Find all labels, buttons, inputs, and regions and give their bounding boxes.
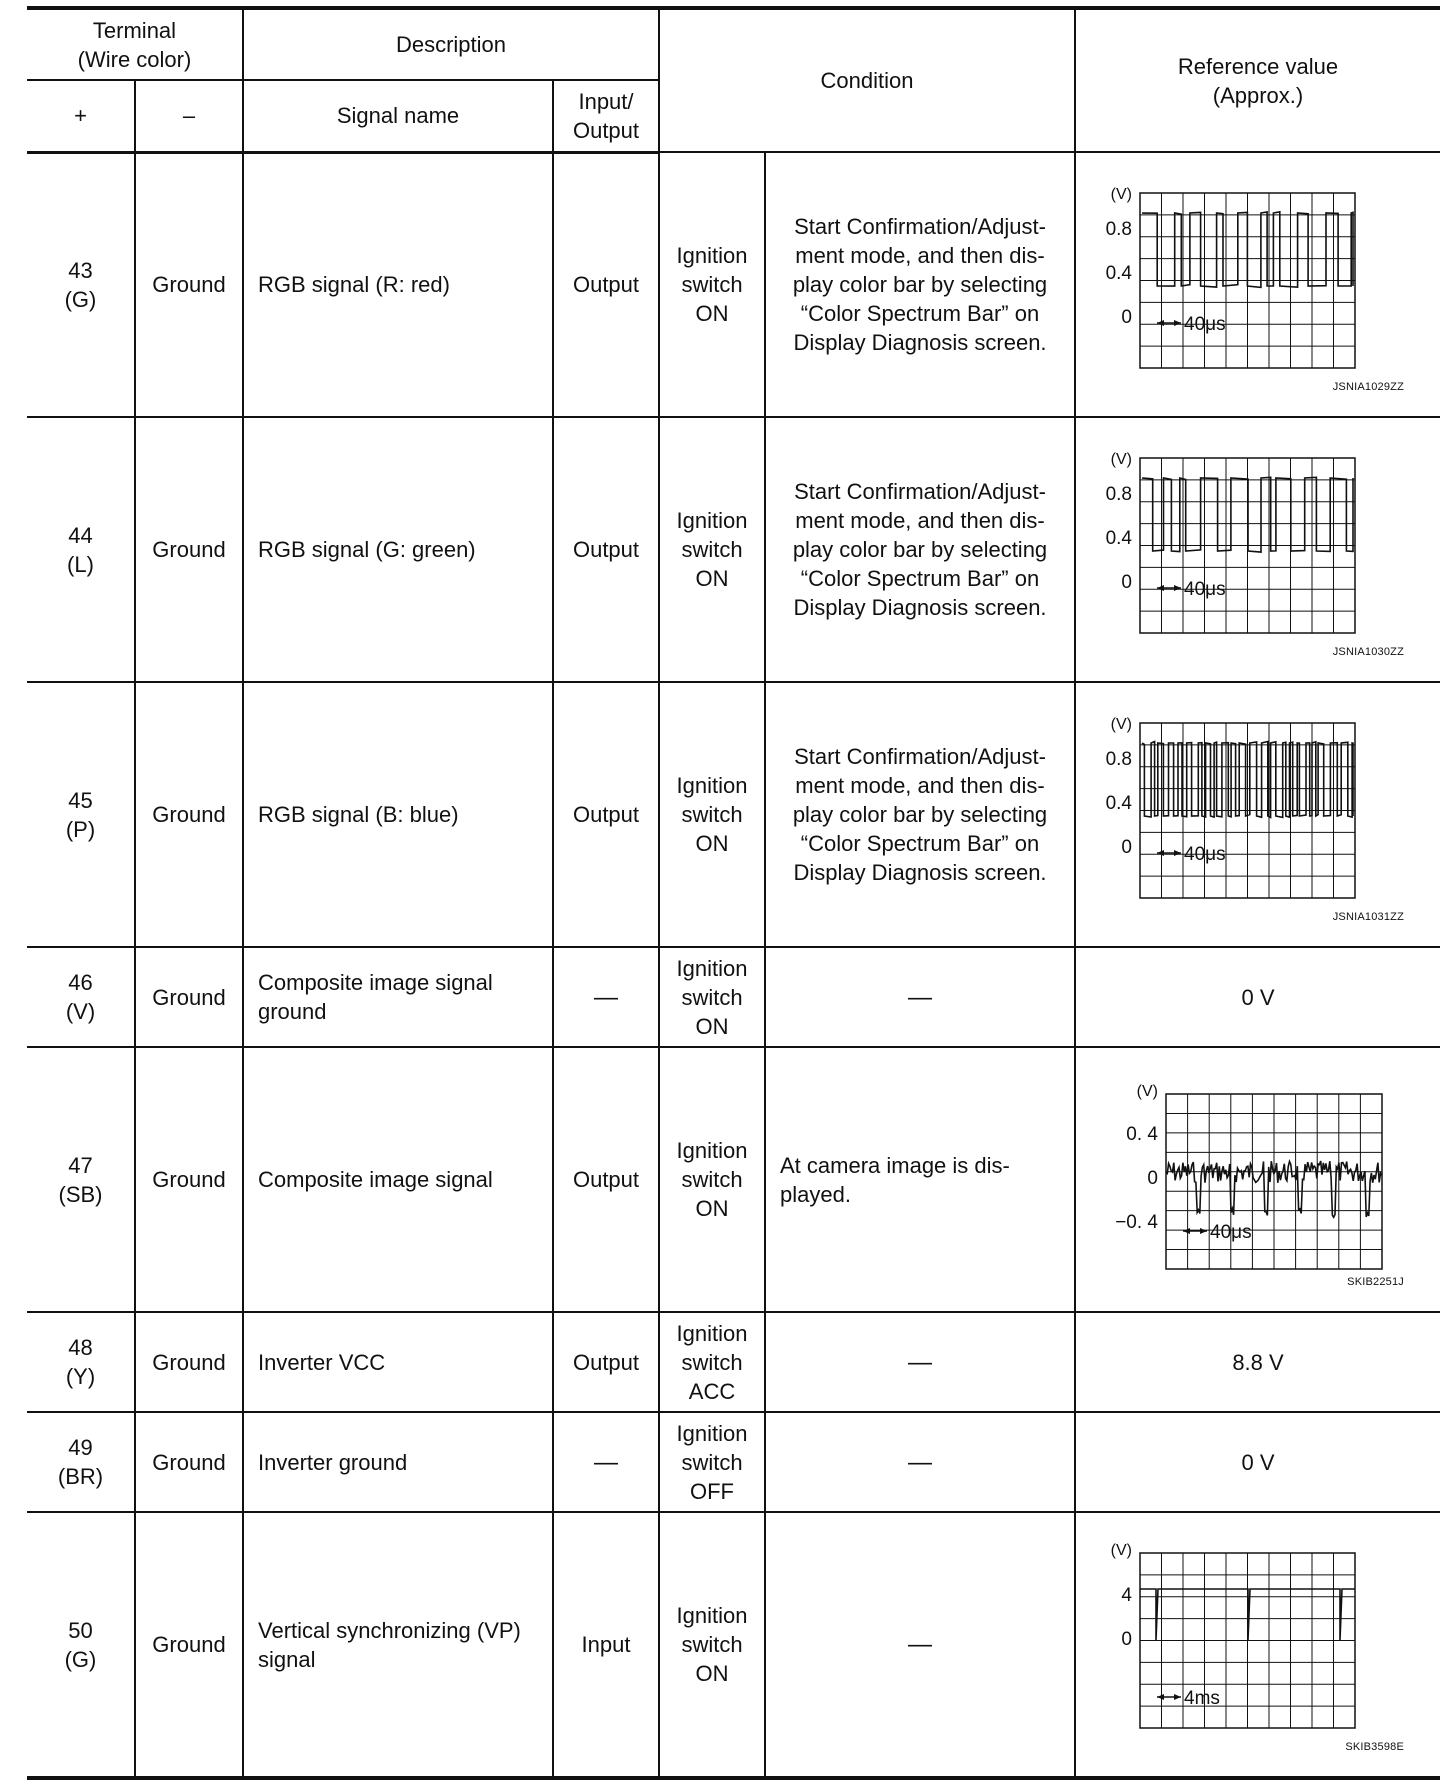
reference-value-cell <box>1075 417 1440 682</box>
description-header: Description <box>243 8 659 80</box>
table-row <box>27 682 1440 947</box>
ignition-switch-line: Ignition <box>676 243 748 268</box>
time-scale-label: 40μs <box>1210 1222 1252 1243</box>
terminal-number: 46 <box>68 970 93 995</box>
condition-line: play color bar by selecting <box>792 802 1048 827</box>
ignition-switch-line: ON <box>695 1013 729 1039</box>
y-axis-label: 0.4 <box>1105 793 1132 814</box>
condition-line: Start Confirmation/Adjust- <box>794 744 1046 769</box>
figure-id: SKIB3598E <box>1345 1741 1404 1753</box>
ignition-switch-cell <box>659 947 765 1047</box>
ignition-switch-line: switch <box>681 1349 743 1375</box>
y-axis-label: 0 <box>1121 307 1132 328</box>
time-scale-arrow-left <box>1157 585 1164 591</box>
terminal-number-cell <box>27 947 135 1047</box>
signal-name-line: signal <box>258 1646 316 1672</box>
time-scale-arrow-left <box>1157 320 1164 326</box>
condition-line: ment mode, and then dis- <box>795 243 1045 268</box>
terminal-number: 44 <box>68 522 93 548</box>
ignition-switch-cell <box>659 1512 765 1778</box>
terminal-number-cell <box>27 1512 135 1778</box>
ignition-switch-line: Ignition <box>676 508 748 533</box>
ignition-switch-line: switch <box>681 537 743 562</box>
terminal-number: 45 <box>68 787 93 813</box>
condition-cell <box>765 152 1075 417</box>
condition-line: “Color Spectrum Bar” on <box>800 831 1040 856</box>
reference-value-cell: 0 V <box>1075 947 1440 1047</box>
y-axis-label: 4 <box>1121 1585 1132 1606</box>
condition-line: Display Diagnosis screen. <box>793 330 1047 355</box>
condition-cell: — <box>765 947 1075 1047</box>
condition-cell: — <box>765 1512 1075 1778</box>
waveform-trace <box>1142 212 1353 288</box>
ignition-switch-cell <box>659 417 765 682</box>
signal-name-cell <box>243 1512 553 1778</box>
reference-value-cell <box>1075 1512 1440 1778</box>
wire-color: (G) <box>64 1646 97 1672</box>
ignition-switch-line: switch <box>681 272 743 297</box>
ground-cell: Ground <box>135 152 243 417</box>
plus-header: + <box>27 80 135 152</box>
wire-color: (G) <box>64 286 97 312</box>
time-scale-label: 40μs <box>1184 579 1226 600</box>
y-axis-label: (V) <box>1110 451 1132 468</box>
condition-line: play color bar by selecting <box>792 272 1048 297</box>
ignition-switch-line: switch <box>681 1632 743 1657</box>
condition-line: “Color Spectrum Bar” on <box>800 566 1040 591</box>
terminal-number: 49 <box>68 1435 93 1460</box>
wire-color: (V) <box>65 999 96 1024</box>
input-output-cell: — <box>553 947 659 1047</box>
terminal-number: 50 <box>68 1617 93 1643</box>
wire-color: (L) <box>67 551 94 577</box>
input-output-cell: Input <box>553 1512 659 1778</box>
ignition-switch-line: OFF <box>690 1478 734 1504</box>
ignition-switch-cell <box>659 1047 765 1312</box>
ignition-switch-line: Ignition <box>676 1320 748 1346</box>
ignition-switch-line: Ignition <box>676 1603 748 1628</box>
reference-value-cell: 8.8 V <box>1075 1312 1440 1412</box>
ignition-switch-cell <box>659 682 765 947</box>
y-axis-label: 0.8 <box>1105 219 1132 240</box>
time-scale-label: 40μs <box>1184 314 1226 335</box>
wire-color: (Y) <box>65 1364 96 1389</box>
input-output-cell: Output <box>553 1047 659 1312</box>
y-axis-label: 0.8 <box>1105 749 1132 770</box>
table-row <box>27 1512 1440 1778</box>
y-axis-label: (V) <box>1136 1083 1158 1100</box>
wire-color: (SB) <box>58 1181 103 1207</box>
time-scale-arrow-left <box>1157 1694 1164 1700</box>
figure-id: JSNIA1029ZZ <box>1332 381 1404 393</box>
condition-line: ment mode, and then dis- <box>795 508 1045 533</box>
table-row <box>27 152 1440 417</box>
minus-header: – <box>135 80 243 152</box>
condition-line: Display Diagnosis screen. <box>793 860 1047 885</box>
signal-name-cell: Composite image signal <box>243 1047 553 1312</box>
terminal-number-cell <box>27 1312 135 1412</box>
time-scale-arrow-right <box>1174 585 1181 591</box>
wire-color: (BR) <box>57 1464 104 1489</box>
ignition-switch-line: ON <box>695 1196 729 1221</box>
condition-line: Display Diagnosis screen. <box>793 595 1047 620</box>
ignition-switch-cell <box>659 152 765 417</box>
reference-figure <box>1076 1048 1440 1311</box>
reference-figure <box>1076 1513 1440 1776</box>
reference-figure <box>1076 418 1440 681</box>
y-axis-label: (V) <box>1110 1542 1132 1559</box>
signal-name-header: Signal name <box>243 80 553 152</box>
time-scale-label: 4ms <box>1184 1688 1220 1709</box>
input-output-cell: Output <box>553 682 659 947</box>
y-axis-label: 0.4 <box>1105 528 1132 549</box>
wire-color: (P) <box>65 816 96 842</box>
input-output-cell: Output <box>553 417 659 682</box>
condition-header: Condition <box>659 8 1075 152</box>
input-output-header: Input/ Output <box>553 80 659 152</box>
terminal-reference-table <box>27 6 1440 1780</box>
reference-figure <box>1076 683 1440 946</box>
signal-name-cell: RGB signal (G: green) <box>243 417 553 682</box>
ground-cell: Ground <box>135 1512 243 1778</box>
ground-cell: Ground <box>135 417 243 682</box>
condition-cell <box>765 682 1075 947</box>
time-scale-arrow-left <box>1183 1228 1190 1234</box>
waveform-trace <box>1142 477 1353 552</box>
input-output-cell: — <box>553 1412 659 1512</box>
time-scale-arrow-right <box>1200 1228 1207 1234</box>
reference-value-header: Reference value (Approx.) <box>1075 8 1440 152</box>
ignition-switch-line: ON <box>695 566 729 591</box>
ignition-switch-cell <box>659 1412 765 1512</box>
table-row <box>27 417 1440 682</box>
condition-cell <box>765 417 1075 682</box>
terminal-number: 48 <box>68 1335 93 1360</box>
ignition-switch-line: ON <box>695 1661 729 1686</box>
time-scale-arrow-left <box>1157 850 1164 856</box>
input-output-cell: Output <box>553 152 659 417</box>
table-row <box>27 947 1440 1047</box>
y-axis-label: 0 <box>1121 837 1132 858</box>
signal-name-cell: Inverter VCC <box>243 1312 553 1412</box>
ignition-switch-line: Ignition <box>676 1138 748 1163</box>
y-axis-label: (V) <box>1110 186 1132 203</box>
condition-line: play color bar by selecting <box>792 537 1048 562</box>
ground-cell: Ground <box>135 947 243 1047</box>
signal-name-line: Composite image signal <box>258 970 493 995</box>
ignition-switch-line: ON <box>695 831 729 856</box>
signal-name-cell: RGB signal (B: blue) <box>243 682 553 947</box>
condition-line: played. <box>780 1181 851 1207</box>
ignition-switch-line: switch <box>681 1167 743 1192</box>
time-scale-arrow-right <box>1174 850 1181 856</box>
input-output-cell: Output <box>553 1312 659 1412</box>
terminal-number: 43 <box>68 257 93 283</box>
ignition-switch-line: switch <box>681 984 743 1010</box>
condition-line: “Color Spectrum Bar” on <box>800 301 1040 326</box>
reference-value-cell: 0 V <box>1075 1412 1440 1512</box>
ground-cell: Ground <box>135 1047 243 1312</box>
reference-value-cell <box>1075 682 1440 947</box>
y-axis-label: 0 <box>1147 1168 1158 1189</box>
ignition-switch-line: Ignition <box>676 1420 748 1446</box>
terminal-number: 47 <box>68 1152 93 1178</box>
figure-id: JSNIA1030ZZ <box>1332 646 1404 658</box>
figure-id: JSNIA1031ZZ <box>1332 911 1404 923</box>
terminal-number-cell <box>27 682 135 947</box>
terminal-number-cell <box>27 417 135 682</box>
time-scale-label: 40μs <box>1184 844 1226 865</box>
condition-line: Start Confirmation/Adjust- <box>794 479 1046 504</box>
terminal-header: Terminal (Wire color) <box>27 8 243 80</box>
condition-cell <box>765 1047 1075 1312</box>
ground-cell: Ground <box>135 1412 243 1512</box>
time-scale-arrow-right <box>1174 1694 1181 1700</box>
ignition-switch-line: Ignition <box>676 773 748 798</box>
reference-figure <box>1076 153 1440 416</box>
condition-line: ment mode, and then dis- <box>795 773 1045 798</box>
y-axis-label: 0 <box>1121 572 1132 593</box>
y-axis-label: −0. 4 <box>1115 1212 1158 1233</box>
condition-line: At camera image is dis- <box>780 1152 1010 1178</box>
terminal-number-cell <box>27 152 135 417</box>
ignition-switch-line: Ignition <box>676 955 748 981</box>
ignition-switch-line: switch <box>681 802 743 827</box>
ground-cell: Ground <box>135 1312 243 1412</box>
figure-id: SKIB2251J <box>1347 1276 1404 1288</box>
y-axis-label: (V) <box>1110 716 1132 733</box>
condition-cell: — <box>765 1312 1075 1412</box>
ignition-switch-line: switch <box>681 1449 743 1475</box>
ground-cell: Ground <box>135 682 243 947</box>
y-axis-label: 0.8 <box>1105 484 1132 505</box>
signal-name-line: Vertical synchronizing (VP) <box>258 1617 521 1643</box>
table-row <box>27 1312 1440 1412</box>
ignition-switch-line: ON <box>695 301 729 326</box>
table-row <box>27 1412 1440 1512</box>
y-axis-label: 0.4 <box>1105 263 1132 284</box>
y-axis-label: 0. 4 <box>1126 1124 1158 1145</box>
reference-value-cell <box>1075 152 1440 417</box>
signal-name-cell <box>243 947 553 1047</box>
condition-cell: — <box>765 1412 1075 1512</box>
terminal-number-cell <box>27 1047 135 1312</box>
condition-line: Start Confirmation/Adjust- <box>794 214 1046 239</box>
ignition-switch-cell <box>659 1312 765 1412</box>
y-axis-label: 0 <box>1121 1629 1132 1650</box>
time-scale-arrow-right <box>1174 320 1181 326</box>
signal-name-cell: RGB signal (R: red) <box>243 152 553 417</box>
table-row <box>27 1047 1440 1312</box>
signal-name-line: ground <box>258 999 327 1024</box>
ignition-switch-line: ACC <box>688 1378 736 1404</box>
reference-value-cell <box>1075 1047 1440 1312</box>
signal-name-cell: Inverter ground <box>243 1412 553 1512</box>
terminal-number-cell <box>27 1412 135 1512</box>
